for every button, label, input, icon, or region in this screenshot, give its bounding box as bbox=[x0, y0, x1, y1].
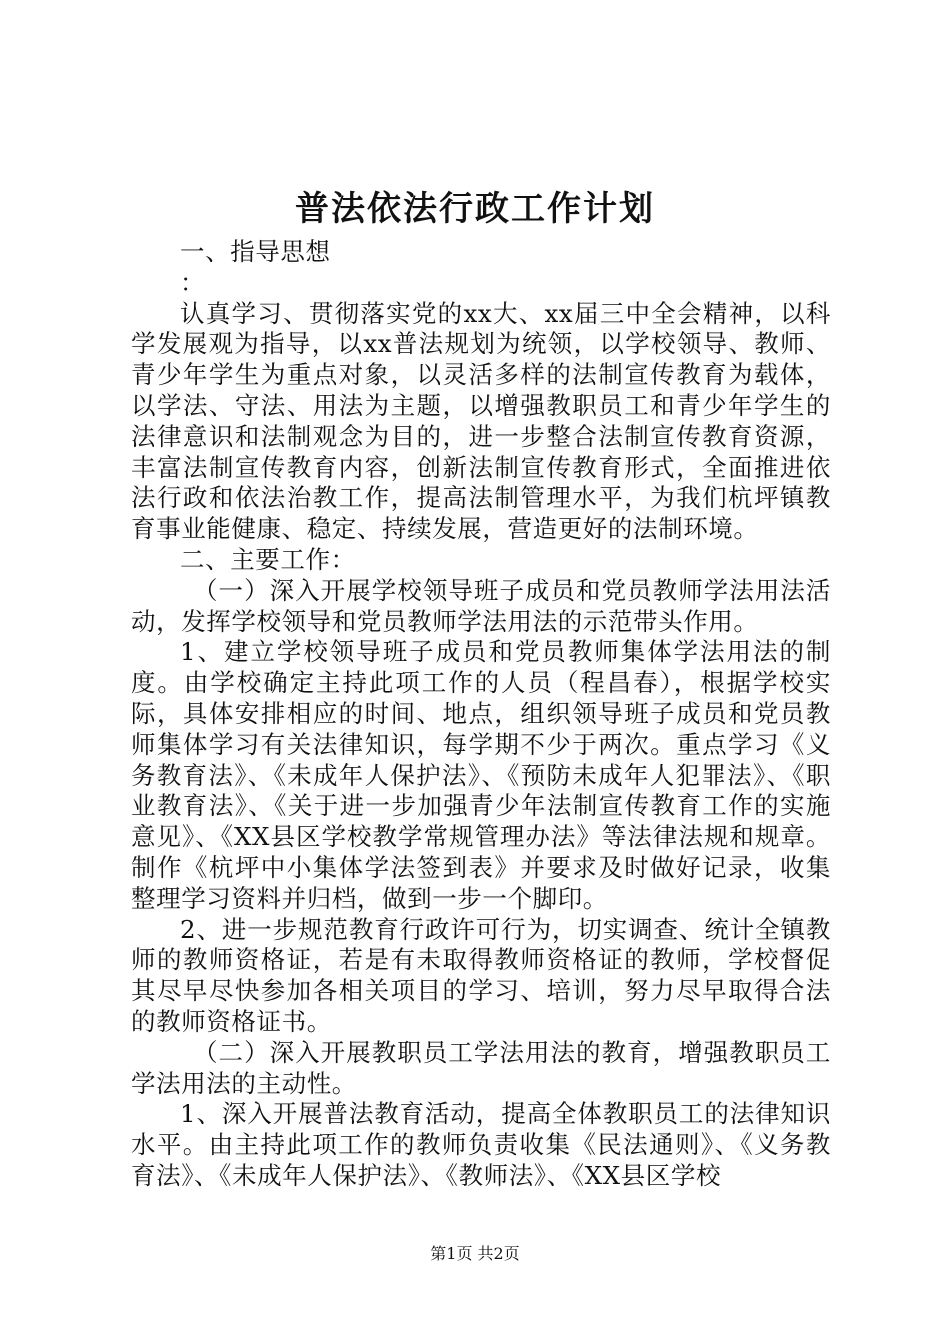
section-heading-guiding-ideology: 一、指导思想 bbox=[180, 237, 331, 266]
document-title: 普法依法行政工作计划 bbox=[295, 189, 655, 229]
section-heading-main-work: 二、主要工作： bbox=[180, 544, 356, 574]
paragraph-guiding-ideology: 认真学习、贯彻落实党的xx大、xx届三中全会精神，以科学发展观为指导，以xx普法规划为统领，以学校领导、教师、青少年学生为重点对象，以灵活多样的法制宣传教育为载体，以学法、守法、用法为主题，以增强教职员工和青少年学生的法律意识和法制观念为目的，进一步整合法制宣传教育资源，丰富法制宣传教育内容，创新法制宣传教育形式，全面推进依法行政和依法治教工作，提高法制管理水平，为我们杭坪镇教育事业能健康、稳定、持续发展，营造更好的法制环境。 bbox=[131, 298, 831, 544]
subsection-two: （二）深入开展教职员工学法用法的教育，增强教职员工学法用法的主动性。 bbox=[131, 1037, 831, 1098]
item-two: 2、进一步规范教育行政许可行为，切实调查、统计全镇教师的教师资格证，若是有未取得教师资格证的教师，学校督促其尽早尽快参加各相关项目的学习、培训，努力尽早取得合法的教师资格证书。 bbox=[131, 914, 831, 1036]
page-footer: 第1页 共2页 bbox=[430, 1244, 520, 1263]
subsection-one: （一）深入开展学校领导班子成员和党员教师学法用法活动，发挥学校领导和党员教师学法用法的示范带头作用。 bbox=[131, 575, 831, 636]
item-one: 1、建立学校领导班子成员和党员教师集体学法用法的制度。由学校确定主持此项工作的人员（程昌春），根据学校实际，具体安排相应的时间、地点，组织领导班子成员和党员教师集体学习有关法律知识，每学期不少于两次。重点学习《义务教育法》、《未成年人保护法》、《预防未成年人犯罪法》、《职业教育法》、《关于进一步加强青少年法制宣传教育工作的实施意见》、《XX县区学校教学常规管理办法》等法律法规和规章。制作《杭坪中小集体学法签到表》并要求及时做好记录，收集整理学习资料并归档，做到一步一个脚印。 bbox=[131, 637, 831, 913]
colon-line: ： bbox=[180, 267, 206, 297]
document-body bbox=[131, 237, 831, 1192]
item-three: 1、深入开展普法教育活动，提高全体教职员工的法律知识水平。由主持此项工作的教师负责收集《民法通则》、《义务教育法》、《未成年人保护法》、《教师法》、《XX县区学校 bbox=[131, 1099, 831, 1190]
